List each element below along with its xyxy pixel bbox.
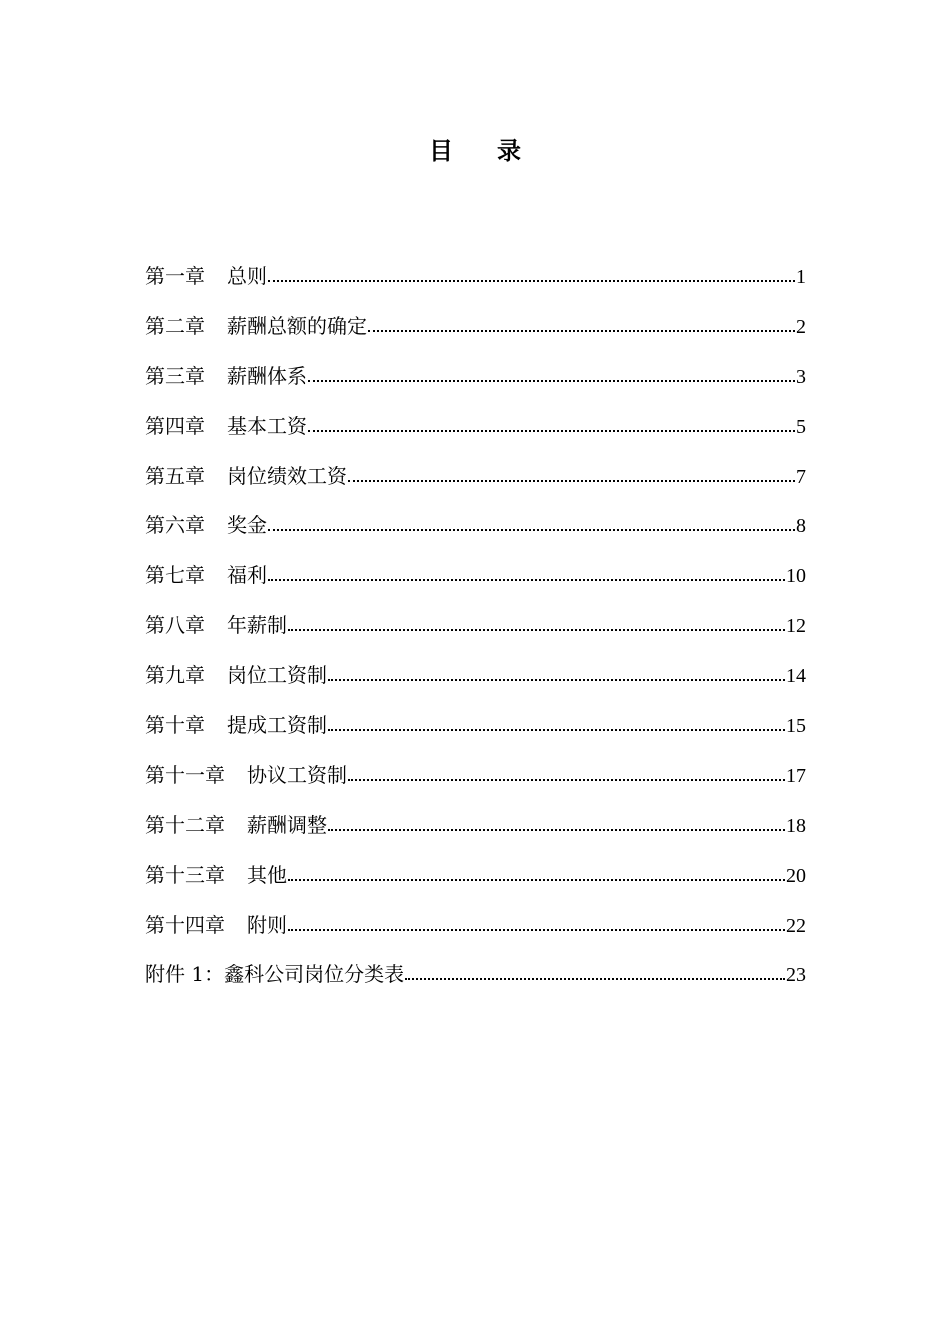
dot-leader [328,712,785,732]
toc-entry-title: 基本工资 [227,413,307,438]
toc-page-number: 7 [796,465,806,488]
dot-leader [348,762,785,782]
toc-entry[interactable] [145,911,806,961]
toc-chapter-number: 第二章 [145,313,205,338]
toc-entry[interactable] [145,412,806,462]
toc-entry[interactable] [145,561,806,611]
toc-chapter-number: 第六章 [145,513,205,538]
toc-entry[interactable] [145,711,806,761]
toc-page-number: 5 [796,415,806,438]
toc-page-number: 3 [796,365,806,388]
toc-page-number: 22 [786,914,806,937]
dot-leader [328,812,785,832]
toc-title: 目录 [429,137,565,165]
toc-chapter-number: 第一章 [145,264,205,288]
toc-entry-title: 提成工资制 [227,713,327,738]
toc-entry-title: 岗位绩效工资 [227,463,347,488]
toc-entry[interactable] [145,811,806,861]
toc-entry[interactable] [145,861,806,911]
toc-entry-title: 其他 [247,862,287,887]
toc-chapter-number: 第八章 [145,613,205,638]
toc-page-number: 20 [786,864,806,887]
toc-chapter-number: 第四章 [145,413,205,438]
toc-entry[interactable] [145,511,806,561]
dot-leader [268,512,795,532]
toc-entry-title: 年薪制 [227,613,287,638]
toc-chapter-number: 第十三章 [145,862,225,887]
toc-chapter-number: 第九章 [145,663,205,688]
dot-leader [288,862,785,882]
dot-leader [308,413,795,433]
toc-chapter-number: 第十二章 [145,812,225,837]
toc-chapter-number: 第三章 [145,363,205,388]
toc-entry[interactable] [145,362,806,412]
toc-chapter-number: 第十四章 [145,912,225,937]
dot-leader [348,463,795,483]
toc-chapter-number: 第十一章 [145,762,225,787]
toc-chapter-number: 第十章 [145,713,205,738]
toc-entry-title: 附则 [247,912,287,937]
toc-page-number: 23 [786,964,806,987]
toc-page-number: 10 [786,565,806,588]
toc-entry-title: 薪酬总额的确定 [227,313,367,338]
toc-chapter-number: 第五章 [145,463,205,488]
toc-entry[interactable] [145,761,806,811]
toc-page-number: 1 [796,266,806,288]
dot-leader [268,562,785,582]
toc-entry-title: 薪酬调整 [247,812,327,837]
toc-entry-title: 岗位工资制 [227,663,327,688]
toc-entry[interactable] [145,661,806,711]
toc-page-number: 12 [786,615,806,638]
dot-leader [308,363,795,383]
toc-entry[interactable] [145,611,806,661]
dot-leader [288,612,785,632]
toc-page-number: 2 [796,315,806,338]
toc-entry-title: 附件 1：鑫科公司岗位分类表 [145,962,405,987]
toc-page-number: 8 [796,515,806,538]
toc-entry[interactable] [145,312,806,362]
toc-entry-title: 协议工资制 [247,762,347,787]
toc-page-number: 17 [786,764,806,787]
table-of-contents [145,262,806,1010]
toc-page-number: 15 [786,715,806,738]
toc-entry[interactable] [145,262,806,312]
toc-entry-title: 总则 [227,264,267,288]
dot-leader [288,912,785,932]
dot-leader [328,662,785,682]
toc-entry[interactable] [145,462,806,512]
toc-entry-appendix[interactable] [145,960,806,1010]
toc-chapter-number: 第七章 [145,563,205,588]
dot-leader [368,313,795,333]
toc-entry-title: 奖金 [227,513,267,538]
toc-page-number: 14 [786,665,806,688]
toc-entry-title: 薪酬体系 [227,363,307,388]
dot-leader [268,263,795,283]
dot-leader [405,961,785,981]
toc-page-number: 18 [786,814,806,837]
toc-entry-title: 福利 [227,563,267,588]
